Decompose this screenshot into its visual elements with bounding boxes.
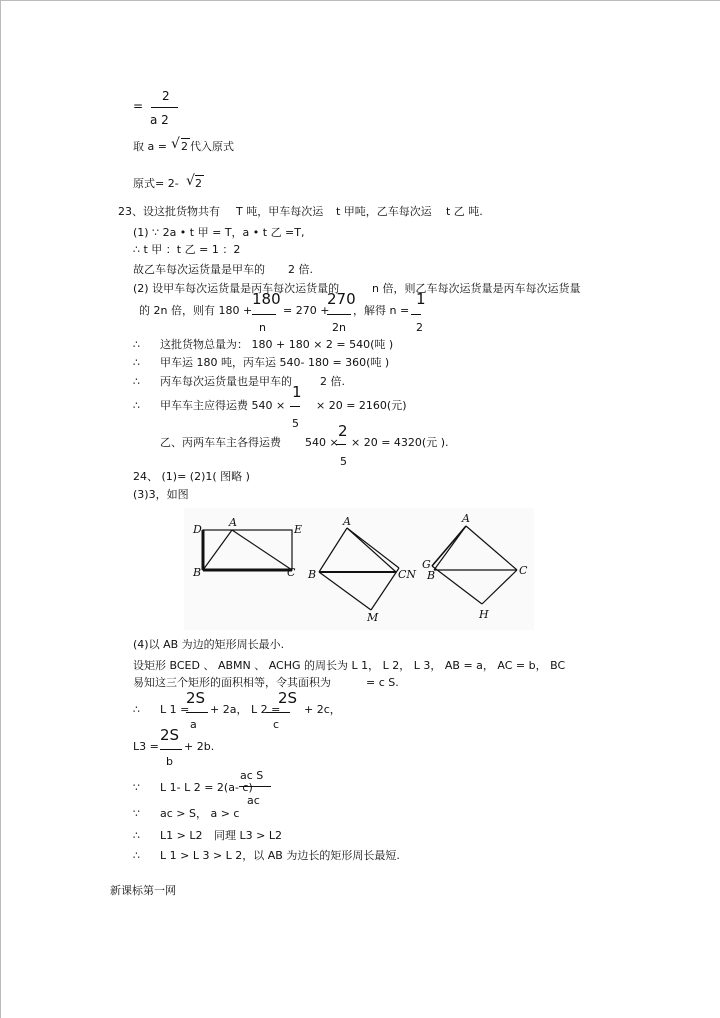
l3-label: L3 = — [133, 740, 159, 753]
q23-line1-b: T 吨，甲车每次运 — [236, 205, 324, 218]
equals-sign: = — [133, 99, 144, 113]
label-a: A — [229, 516, 237, 529]
fraction3-numerator: 1 — [416, 290, 426, 308]
take-a-text: 取 a = — [133, 140, 167, 153]
therefore-symbol: ∴ — [133, 829, 140, 842]
label-b3: B — [427, 569, 436, 582]
therefore-symbol: ∴ — [133, 703, 140, 716]
q23-line6-a: 的 2n 倍，则有 180 + — [139, 304, 253, 317]
fraction1-denominator: n — [259, 321, 266, 334]
q23-line4-b: 2 倍. — [288, 263, 313, 276]
because-symbol: ∵ — [133, 781, 140, 794]
q23-line11-a: 乙、丙两车车主各得运费 — [160, 436, 281, 449]
fraction1-numerator: 180 — [252, 290, 281, 308]
fraction1-line — [252, 314, 276, 315]
q23-line1-a: 23、设这批货物共有 — [118, 205, 220, 218]
comparison-1: ac > S， a > c — [160, 807, 240, 820]
fraction-b-line — [160, 749, 182, 750]
q23-line11-b: 540 × — [305, 436, 339, 449]
fraction-c-line — [266, 712, 290, 713]
fraction3-line — [411, 314, 421, 315]
fraction4-denominator: 5 — [292, 417, 299, 430]
q23-line6-c: ，解得 n = — [353, 304, 410, 317]
l1-label: L 1 = — [160, 703, 190, 716]
fraction5-line — [336, 444, 346, 445]
q23-line1-c: t 甲吨，乙车每次运 — [336, 205, 432, 218]
q24-line1: 24、 (1)= (2)1( 图略 ) — [133, 470, 250, 483]
q23-line11-c: × 20 = 4320(元 ). — [351, 436, 449, 449]
substitute-text: 代入原式 — [190, 140, 234, 153]
conclusion: L 1 > L 3 > L 2，以 AB 为边长的矩形周长最短. — [160, 849, 400, 862]
q23-line1-d: t 乙 吨. — [446, 205, 483, 218]
fraction2-numerator: 270 — [327, 290, 356, 308]
label-d: D — [193, 523, 202, 536]
label-a3: A — [462, 512, 470, 525]
q24-line5-a: 易知这三个矩形的面积相等，令其面积为 — [133, 676, 331, 689]
therefore-symbol: ∴ — [133, 338, 140, 351]
fraction-a-line — [186, 712, 208, 713]
l1-plus-2a: + 2a， L 2 = — [210, 703, 281, 716]
sqrt-value: 2 — [181, 140, 188, 153]
label-m: M — [367, 611, 379, 624]
label-a2: A — [343, 515, 351, 528]
q23-line3: ∴ t 甲 ：t 乙 = 1 ：2 — [133, 243, 241, 256]
q23-line5-a: (2) 设甲车每次运货量是丙车每次运货量的 — [133, 282, 340, 295]
fraction5-denominator: 5 — [340, 455, 347, 468]
fraction4-numerator: 1 — [292, 383, 302, 401]
q24-line4: 设矩形 BCED 、 ABMN 、 ACHG 的周长为 L 1， L 2， L 3， AB = a， AC = b， BC — [133, 659, 566, 672]
q23-line10-a: 甲车车主应得运费 540 × — [160, 399, 286, 412]
geometry-figure — [184, 508, 534, 630]
fraction2-denominator: 2n — [332, 321, 346, 334]
q23-line9-a: 丙车每次运货量也是甲车的 — [160, 375, 292, 388]
q24-line2: (3)3，如图 — [133, 488, 189, 501]
l3-plus-2b: + 2b. — [184, 740, 215, 753]
q23-line7: 这批货物总量为： 180 + 180 × 2 = 540(吨 ) — [160, 338, 394, 351]
fraction-line — [151, 107, 178, 108]
label-b2: B — [308, 568, 317, 581]
q23-line5-b: n 倍，则乙车每次运货量是丙车每次运货量 — [372, 282, 581, 295]
q23-line2: (1) ∵ 2a • t 甲 = T，a • t 乙 =T, — [133, 226, 305, 239]
label-e: E — [294, 523, 303, 536]
fraction-2s-numerator: 2S — [278, 689, 298, 707]
fraction-2s-numerator: 2S — [186, 689, 206, 707]
label-b: B — [193, 566, 202, 579]
q24-line5-b: = c S. — [366, 676, 399, 689]
comparison-2a: L1 > L2 — [160, 829, 203, 842]
q23-line4-a: 故乙车每次运货量是甲车的 — [133, 263, 265, 276]
fraction5-numerator: 2 — [338, 422, 348, 440]
therefore-symbol: ∴ — [133, 356, 140, 369]
q23-line6-b: = 270 + — [283, 304, 330, 317]
diff-fraction-line — [239, 786, 271, 787]
q23-line9-b: 2 倍. — [320, 375, 345, 388]
original-sqrt-value: 2 — [195, 177, 202, 190]
label-c3: C — [519, 564, 528, 577]
fraction-denominator: a 2 — [150, 113, 169, 127]
l2-plus-2c: + 2c， — [304, 703, 341, 716]
q23-line10-b: × 20 = 2160(元) — [316, 399, 407, 412]
fraction-2s-numerator: 2S — [160, 726, 180, 744]
label-g: G — [422, 558, 431, 571]
footer-text: 新课标第一网 — [110, 884, 176, 897]
sqrt-overline — [195, 175, 204, 176]
fraction4-line — [290, 406, 300, 407]
therefore-symbol: ∴ — [133, 375, 140, 388]
fraction-numerator: 2 — [162, 89, 170, 103]
fraction-c-denominator: c — [273, 718, 280, 731]
fraction-b-denominator: b — [166, 755, 173, 768]
original-expr-text: 原式= 2- — [133, 177, 179, 190]
label-c: C — [287, 566, 296, 579]
label-h: H — [479, 608, 489, 621]
label-cn: CN — [398, 568, 417, 581]
diff-numerator: ac S — [240, 769, 264, 782]
fraction-a-denominator: a — [190, 718, 197, 731]
fraction3-denominator: 2 — [416, 321, 423, 334]
because-symbol: ∵ — [133, 807, 140, 820]
sqrt-overline — [181, 138, 190, 139]
q23-line8: 甲车运 180 吨，丙车运 540- 180 = 360(吨 ) — [160, 356, 390, 369]
diff-expression: L 1- L 2 = 2(a- c) — [160, 781, 253, 794]
sqrt-sign-icon: √ — [171, 136, 180, 152]
comparison-2b: 同理 L3 > L2 — [214, 829, 282, 842]
q24-line3: (4)以 AB 为边的矩形周长最小. — [133, 638, 285, 651]
therefore-symbol: ∴ — [133, 399, 140, 412]
therefore-symbol: ∴ — [133, 849, 140, 862]
fraction2-line — [327, 314, 351, 315]
diff-denominator: ac — [247, 794, 260, 807]
sqrt-sign-icon: √ — [186, 173, 195, 189]
